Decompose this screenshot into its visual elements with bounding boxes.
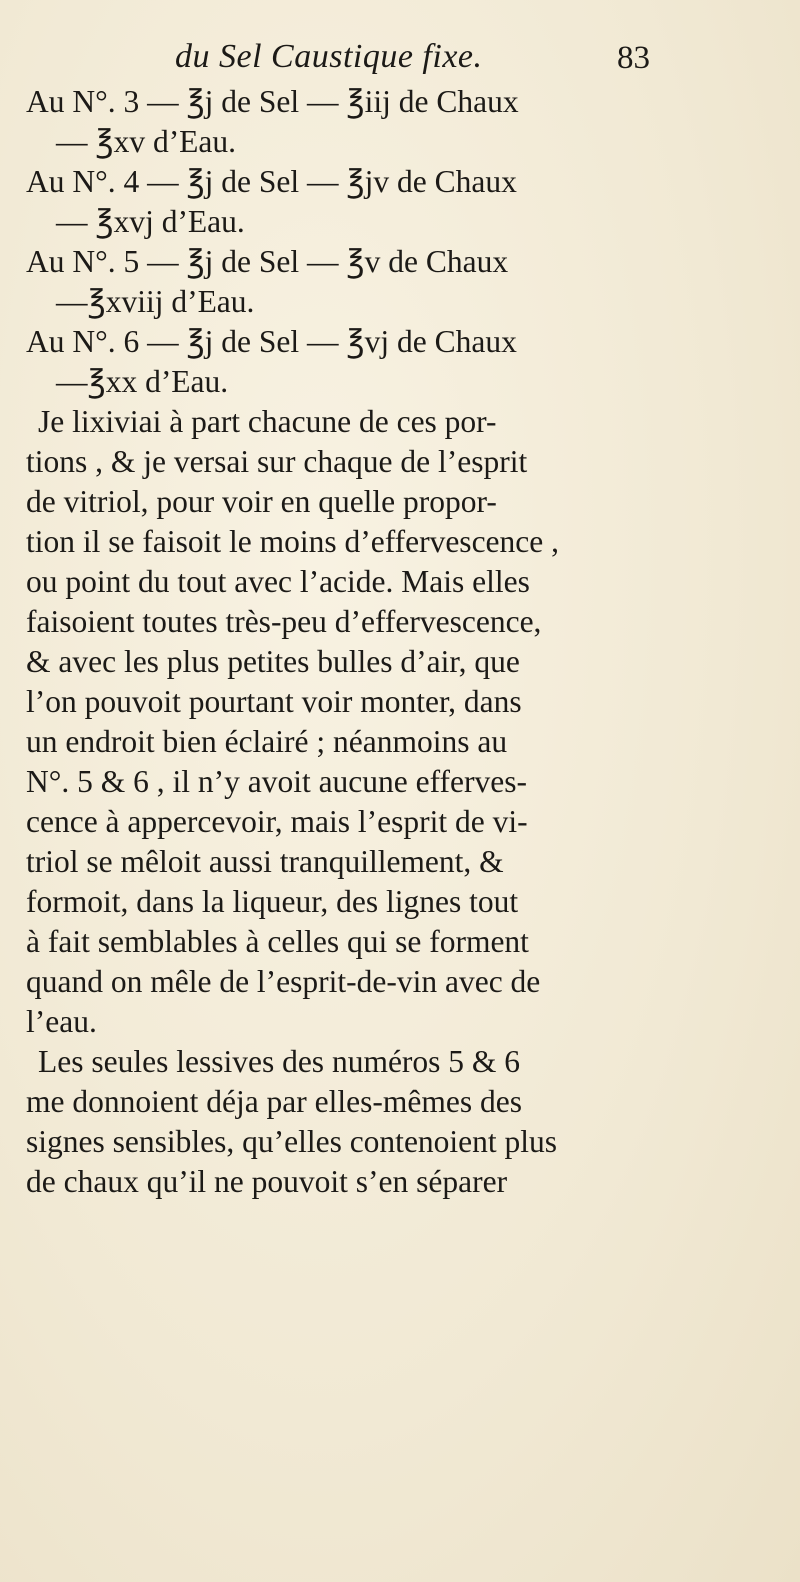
paragraph-1-line: faisoient toutes très-peu d’effervescence, (26, 604, 542, 639)
formula-4-line-1: Au N°. 4 — ℥j de Sel — ℥jv de Chaux (26, 164, 517, 199)
page-number: 83 (617, 40, 650, 76)
paragraph-1-line: quand on mêle de l’esprit-de-vin avec de (26, 964, 541, 999)
paragraph-1-line: à fait semblables à celles qui se forment (26, 924, 529, 959)
formula-3-line-2: — ℥xv d’Eau. (56, 124, 237, 159)
paragraph-1-line: Je lixiviai à part chacune de ces por- (38, 404, 497, 439)
paragraph-1-line: triol se mêloit aussi tranquillement, & (26, 844, 504, 879)
paragraph-1-line: cence à appercevoir, mais l’esprit de vi- (26, 804, 528, 839)
paragraph-2-line: me donnoient déja par elles-mêmes des (26, 1084, 522, 1119)
running-title: du Sel Caustique fixe. (175, 38, 483, 75)
formula-6-line-2: —℥xx d’Eau. (56, 364, 229, 399)
paragraph-1-line: tion il se faisoit le moins d’effervescence , (26, 524, 559, 559)
paragraph-1-line: N°. 5 & 6 , il n’y avoit aucune efferves- (26, 764, 527, 799)
paragraph-2-line: de chaux qu’il ne pouvoit s’en séparer (26, 1164, 508, 1199)
paragraph-1-line: formoit, dans la liqueur, des lignes tout (26, 884, 519, 919)
paragraph-1-line: de vitriol, pour voir en quelle propor- (26, 484, 497, 519)
page-text (26, 82, 771, 1202)
paragraph-1-line: un endroit bien éclairé ; néanmoins au (26, 724, 508, 759)
paragraph-1-line: l’eau. (26, 1004, 97, 1039)
page-header (0, 30, 800, 80)
formula-3-line-1: Au N°. 3 — ℥j de Sel — ℥iij de Chaux (26, 84, 519, 119)
formula-5-line-2: —℥xviij d’Eau. (56, 284, 255, 319)
paragraph-2-line: signes sensibles, qu’elles contenoient plus (26, 1124, 558, 1159)
paragraph-1-line: tions , & je versai sur chaque de l’esprit (26, 444, 528, 479)
paragraph-1-line: ou point du tout avec l’acide. Mais elles (26, 564, 530, 599)
paragraph-1-line: & avec les plus petites bulles d’air, que (26, 644, 520, 679)
formula-5-line-1: Au N°. 5 — ℥j de Sel — ℥v de Chaux (26, 244, 509, 279)
formula-4-line-2: — ℥xvj d’Eau. (56, 204, 245, 239)
paragraph-2-line: Les seules lessives des numéros 5 & 6 (38, 1044, 521, 1079)
formula-6-line-1: Au N°. 6 — ℥j de Sel — ℥vj de Chaux (26, 324, 517, 359)
paragraph-1-line: l’on pouvoit pourtant voir monter, dans (26, 684, 522, 719)
